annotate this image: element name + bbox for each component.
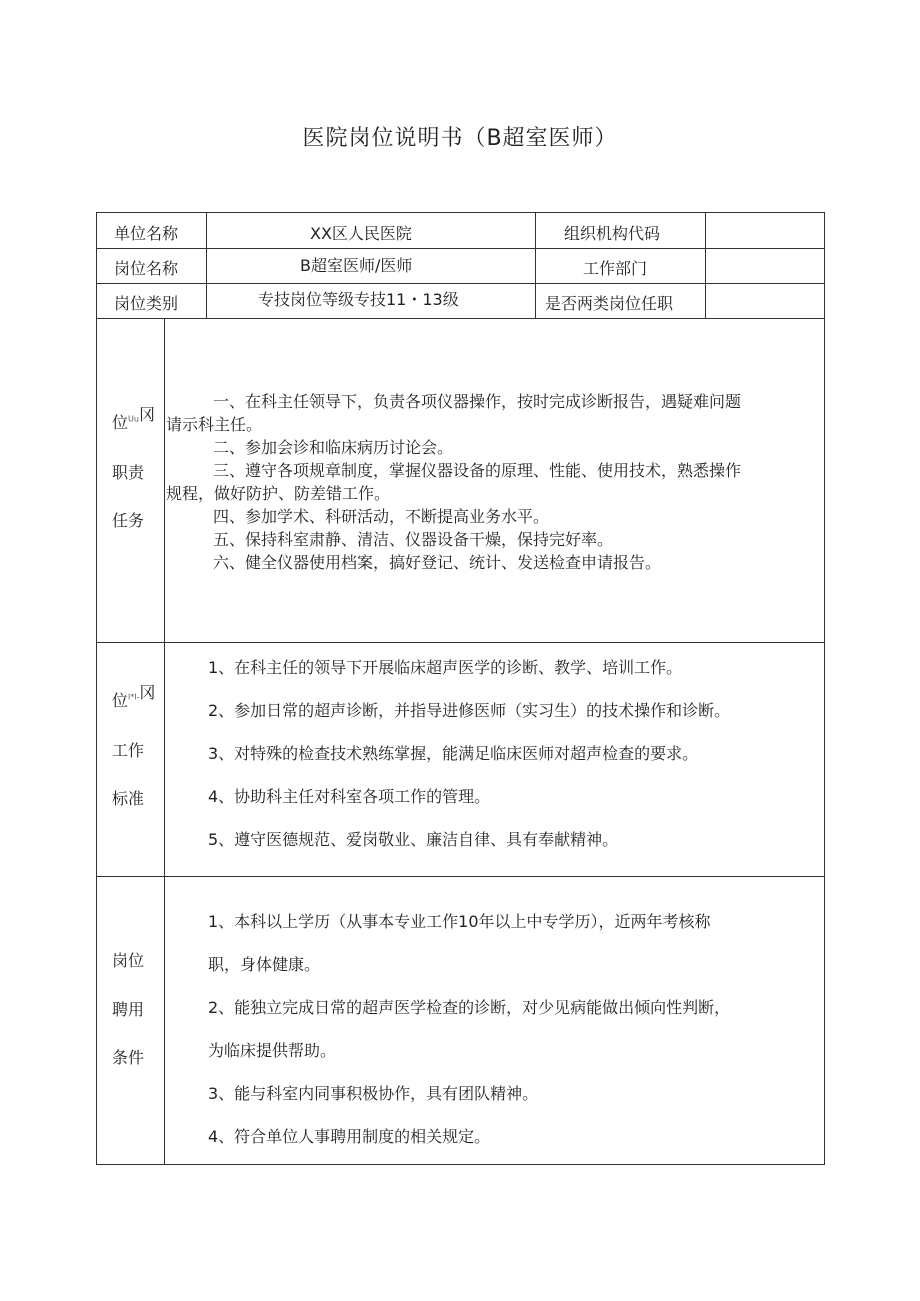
duty-line: 三、遵守各项规章制度，掌握仪器设备的原理、性能、使用技术，熟悉操作 (213, 461, 742, 480)
table-divider (96, 318, 825, 319)
condition-line: 1、本科以上学历（从事本专业工作10年以上中专学历），近两年考核称 (208, 912, 711, 931)
section-label-line: 岗位 (112, 951, 145, 970)
org-code-label: 组织机构代码 (564, 224, 661, 243)
section-label-line: 聘用 (112, 1000, 145, 1019)
section-label-line: 职责 (112, 463, 145, 482)
post-name-label: 岗位名称 (114, 259, 179, 278)
section-label-char (112, 405, 155, 433)
standard-line: 4、协助科主任对科室各项工作的管理。 (208, 787, 491, 806)
duty-line: 四、参加学术、科研活动，不断提高业务水平。 (213, 507, 550, 526)
condition-line: 3、能与科室内同事积极协作，具有团队精神。 (208, 1084, 539, 1103)
section-label-line: 位 (112, 413, 129, 432)
section-standards-content (208, 655, 818, 870)
section-label-extra: 冈 (139, 683, 156, 702)
standard-line: 3、对特殊的检查技术熟练掌握，能满足临床医师对超声检查的要求。 (208, 744, 699, 763)
table-divider (96, 642, 825, 643)
section-duties-content (166, 390, 824, 574)
section-label-line: 条件 (112, 1048, 145, 1067)
table-border (96, 212, 97, 1165)
standard-line: 1、在科主任的领导下开展临床超声医学的诊断、教学、培训工作。 (208, 658, 683, 677)
section-label-char (112, 683, 156, 711)
condition-line: 2、能独立完成日常的超声医学检查的诊断，对少见病能做出倾向性判断， (208, 998, 731, 1017)
table-border (824, 212, 825, 1165)
dual-post-label: 是否两类岗位任职 (545, 294, 674, 313)
duty-line: 二、参加会诊和临床病历讨论会。 (213, 438, 454, 457)
duty-line: 五、保持科室肃静、清洁、仪器设备干燥，保持完好率。 (213, 530, 614, 549)
duty-line: 请示科主任。 (166, 415, 263, 434)
duty-line: 规程，做好防护、防差错工作。 (166, 484, 391, 503)
table-divider (206, 212, 207, 318)
unit-name-label: 单位名称 (114, 224, 179, 243)
duty-line: 一、在科主任领导下，负责各项仪器操作，按时完成诊断报告，遇疑难问题 (213, 392, 742, 411)
section-label-line: 工作 (112, 741, 145, 760)
table-divider (96, 876, 825, 877)
section-label-small: l*l- (128, 692, 140, 702)
department-label: 工作部门 (583, 259, 648, 278)
section-label-line: 位 (112, 691, 129, 710)
table-divider (164, 318, 165, 1164)
page-title: 医院岗位说明书（B超室医师） (302, 126, 618, 151)
table-divider (535, 212, 536, 318)
section-label-line: 任务 (112, 511, 145, 530)
section-label-small: Uu (128, 414, 139, 424)
section-conditions-content (208, 909, 818, 1167)
standard-line: 2、参加日常的超声诊断，并指导进修医师（实习生）的技术操作和诊断。 (208, 701, 731, 720)
post-name-value: B超室医师/医师 (300, 256, 413, 275)
unit-name-value: XX区人民医院 (310, 224, 412, 243)
condition-line: 职，身体健康。 (208, 955, 321, 974)
post-category-label: 岗位类别 (114, 294, 179, 313)
section-label-line: 标准 (112, 789, 145, 808)
table-divider (705, 212, 706, 318)
post-category-value: 专技岗位等级专技11・13级 (258, 290, 459, 309)
condition-line: 4、符合单位人事聘用制度的相关规定。 (208, 1127, 491, 1146)
duty-line: 六、健全仪器使用档案，搞好登记、统计、发送检查申请报告。 (213, 553, 662, 572)
condition-line: 为临床提供帮助。 (208, 1041, 337, 1060)
section-label-extra: 冈 (138, 405, 155, 424)
standard-line: 5、遵守医德规范、爱岗敬业、廉洁自律、具有奉献精神。 (208, 830, 619, 849)
